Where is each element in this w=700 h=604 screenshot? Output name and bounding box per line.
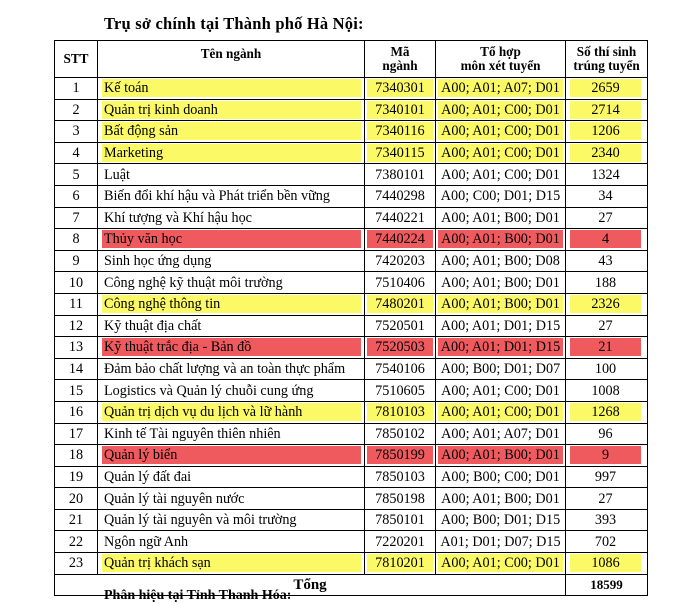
row-admitted-count (566, 164, 648, 186)
row-admitted-count (566, 272, 648, 294)
row-subject-combination (436, 488, 566, 510)
row-subject-combination (436, 531, 566, 553)
row-stt: 15 (55, 380, 98, 402)
row-major-code-text: 7520503 (367, 338, 433, 356)
row-major-code-text: 7510605 (375, 382, 425, 399)
table-row (55, 445, 648, 467)
row-admitted-count-text: 9 (570, 446, 641, 464)
row-subject-combination-text: A00; A01; C00; D01 (441, 382, 560, 399)
row-major-code-text: 7440298 (375, 188, 425, 205)
row-major-code (365, 185, 436, 207)
row-admitted-count-text: 34 (598, 188, 613, 205)
row-subject-combination-text: A01; D01; D07; D15 (440, 533, 561, 550)
row-subject-combination (436, 445, 566, 467)
row-major-code-text: 7850198 (375, 490, 425, 507)
table-row (55, 99, 648, 121)
table-row (55, 488, 648, 510)
row-major-name (98, 553, 365, 575)
row-stt: 22 (55, 531, 98, 553)
row-major-name (98, 466, 365, 488)
row-major-code (365, 78, 436, 100)
row-subject-combination-text: A00; A01; B00; D01 (438, 230, 563, 248)
row-admitted-count (566, 509, 648, 531)
row-major-code (365, 488, 436, 510)
row-major-code-text: 7340301 (367, 79, 433, 97)
row-admitted-count-text: 96 (598, 425, 613, 442)
row-major-name-text: Quản trị dịch vụ du lịch và lữ hành (102, 403, 361, 421)
row-major-code-text: 7850103 (375, 468, 425, 485)
table-row (55, 78, 648, 100)
table-row (55, 229, 648, 251)
row-major-name-text: Kỹ thuật địa chất (104, 317, 202, 334)
row-admitted-count-text: 2340 (570, 144, 641, 162)
row-subject-combination (436, 78, 566, 100)
row-major-name-text: Khí tượng và Khí hậu học (104, 209, 252, 226)
row-major-code-text: 7850102 (375, 425, 425, 442)
row-stt: 6 (55, 185, 98, 207)
row-stt: 14 (55, 358, 98, 380)
row-major-code (365, 337, 436, 359)
row-subject-combination-text: A00; A01; A07; D01 (441, 425, 560, 442)
row-major-name-text: Quản lý tài nguyên nước (104, 490, 245, 507)
row-major-name (98, 531, 365, 553)
row-subject-combination (436, 315, 566, 337)
row-admitted-count (566, 423, 648, 445)
row-stt: 4 (55, 142, 98, 164)
row-major-code (365, 121, 436, 143)
table-row (55, 185, 648, 207)
header-major-name: Tên ngành (98, 41, 365, 78)
row-subject-combination-text: A00; A01; B00; D01 (438, 295, 563, 313)
row-subject-combination (436, 272, 566, 294)
row-major-code (365, 207, 436, 229)
row-admitted-count (566, 401, 648, 423)
table-row (55, 207, 648, 229)
row-admitted-count (566, 229, 648, 251)
row-admitted-count (566, 250, 648, 272)
row-stt: 9 (55, 250, 98, 272)
row-major-code (365, 358, 436, 380)
row-subject-combination-text: A00; A01; B00; D01 (441, 209, 560, 226)
row-subject-combination (436, 293, 566, 315)
row-admitted-count-text: 997 (594, 468, 617, 485)
row-subject-combination (436, 250, 566, 272)
row-major-name (98, 78, 365, 100)
row-stt: 18 (55, 445, 98, 467)
total-value: 18599 (566, 574, 648, 596)
row-major-code (365, 380, 436, 402)
row-admitted-count-text: 1008 (591, 382, 620, 399)
row-major-name-text: Logistics và Quản lý chuỗi cung ứng (104, 382, 314, 399)
row-subject-combination (436, 401, 566, 423)
row-admitted-count (566, 315, 648, 337)
row-admitted-count-text: 2714 (570, 101, 641, 119)
row-stt: 1 (55, 78, 98, 100)
table-row (55, 509, 648, 531)
row-major-code-text: 7520501 (375, 317, 425, 334)
row-subject-combination-text: A00; A01; C00; D01 (438, 403, 563, 421)
row-admitted-count (566, 380, 648, 402)
row-major-name (98, 250, 365, 272)
row-admitted-count-text: 27 (598, 209, 613, 226)
table-row (55, 142, 648, 164)
row-major-name (98, 380, 365, 402)
table-row (55, 466, 648, 488)
row-admitted-count-text: 21 (570, 338, 641, 356)
row-subject-combination (436, 553, 566, 575)
row-major-name (98, 509, 365, 531)
row-admitted-count-text: 1206 (570, 122, 641, 140)
row-subject-combination-text: A00; A01; D01; D15 (440, 317, 561, 334)
row-major-name-text: Sinh học ứng dụng (104, 253, 212, 270)
row-stt: 8 (55, 229, 98, 251)
row-major-code (365, 445, 436, 467)
row-admitted-count-text: 1324 (591, 166, 620, 183)
row-admitted-count-text: 1268 (570, 403, 641, 421)
row-major-code-text: 7810103 (367, 403, 433, 421)
row-major-name-text: Quản trị kinh doanh (102, 101, 361, 119)
row-major-name-text: Ngôn ngữ Anh (104, 533, 189, 550)
table-row (55, 358, 648, 380)
row-major-name-text: Marketing (102, 144, 361, 162)
row-subject-combination-text: A00; A01; C00; D01 (438, 144, 563, 162)
row-subject-combination-text: A00; B00; D01; D15 (440, 512, 561, 529)
row-major-name (98, 207, 365, 229)
row-major-code (365, 272, 436, 294)
table-row (55, 164, 648, 186)
header-stt: STT (55, 41, 98, 78)
row-stt: 19 (55, 466, 98, 488)
row-stt: 21 (55, 509, 98, 531)
row-subject-combination (436, 229, 566, 251)
row-stt: 20 (55, 488, 98, 510)
row-major-name (98, 164, 365, 186)
row-stt: 7 (55, 207, 98, 229)
row-subject-combination (436, 466, 566, 488)
row-major-name-text: Quản lý đất đai (104, 468, 192, 485)
header-major-code: Mã ngành (365, 41, 436, 78)
total-label: Tổng (55, 574, 566, 596)
row-subject-combination-text: A00; B00; C00; D01 (441, 468, 560, 485)
row-major-code (365, 229, 436, 251)
row-subject-combination (436, 99, 566, 121)
admissions-table (54, 40, 648, 596)
row-major-name (98, 445, 365, 467)
section-heading-next: Phân hiệu tại Tỉnh Thanh Hóa: (104, 588, 292, 603)
table-row (55, 553, 648, 575)
row-admitted-count (566, 207, 648, 229)
row-subject-combination (436, 337, 566, 359)
row-subject-combination-text: A00; A01; A07; D01 (438, 79, 563, 97)
row-subject-combination (436, 509, 566, 531)
row-subject-combination (436, 121, 566, 143)
row-major-code-text: 7380101 (375, 166, 425, 183)
row-admitted-count-text: 188 (594, 274, 617, 291)
row-major-code-text: 7810201 (367, 554, 433, 572)
header-admitted-count: Số thí sinh trúng tuyển (566, 41, 648, 78)
row-subject-combination-text: A00; A01; C00; D01 (438, 554, 563, 572)
row-major-name-text: Thủy văn học (102, 230, 361, 248)
table-row (55, 401, 648, 423)
row-major-code (365, 509, 436, 531)
row-subject-combination (436, 185, 566, 207)
row-major-code (365, 401, 436, 423)
row-admitted-count-text: 393 (594, 512, 617, 529)
row-major-code-text: 7340101 (367, 101, 433, 119)
row-subject-combination-text: A00; A01; D01; D15 (438, 338, 563, 356)
row-major-code-text: 7850101 (375, 512, 425, 529)
row-major-code-text: 7850199 (367, 446, 433, 464)
row-stt: 10 (55, 272, 98, 294)
row-subject-combination-text: A00; A01; B00; D01 (438, 446, 563, 464)
row-subject-combination (436, 164, 566, 186)
row-admitted-count (566, 337, 648, 359)
table-row (55, 380, 648, 402)
row-admitted-count (566, 185, 648, 207)
row-admitted-count-text: 27 (598, 317, 613, 334)
row-admitted-count (566, 488, 648, 510)
row-major-name-text: Quản trị khách sạn (102, 554, 361, 572)
row-major-name (98, 337, 365, 359)
row-major-name-text: Kế toán (102, 79, 361, 97)
row-major-name (98, 272, 365, 294)
row-admitted-count-text: 2659 (570, 79, 641, 97)
table-row (55, 315, 648, 337)
row-major-code (365, 293, 436, 315)
row-major-code-text: 7440221 (375, 209, 425, 226)
page-title: Trụ sở chính tại Thành phố Hà Nội: (104, 14, 364, 33)
row-admitted-count (566, 121, 648, 143)
table-row (55, 272, 648, 294)
row-stt: 12 (55, 315, 98, 337)
row-admitted-count-text: 27 (598, 490, 613, 507)
row-admitted-count-text: 4 (570, 230, 641, 248)
table-body (55, 78, 648, 575)
row-subject-combination-text: A00; A01; C00; D01 (441, 166, 560, 183)
row-stt: 17 (55, 423, 98, 445)
header-subject-combination: Tổ hợp môn xét tuyển (436, 41, 566, 78)
row-stt: 2 (55, 99, 98, 121)
row-major-name (98, 423, 365, 445)
row-major-name (98, 488, 365, 510)
row-stt: 5 (55, 164, 98, 186)
row-major-name-text: Đảm bảo chất lượng và an toàn thực phẩm (104, 361, 346, 378)
row-admitted-count-text: 702 (594, 533, 617, 550)
row-major-name (98, 121, 365, 143)
row-major-code (365, 99, 436, 121)
row-major-name-text: Kỹ thuật trắc địa - Bản đồ (102, 338, 361, 356)
row-major-code (365, 466, 436, 488)
row-subject-combination-text: A00; B00; D01; D07 (440, 361, 561, 378)
table-row (55, 423, 648, 445)
row-major-name (98, 315, 365, 337)
row-subject-combination-text: A00; A01; B00; D08 (441, 253, 560, 270)
row-admitted-count (566, 293, 648, 315)
row-major-name (98, 293, 365, 315)
row-major-code-text: 7480201 (367, 295, 433, 313)
table-row (55, 531, 648, 553)
table-row (55, 337, 648, 359)
row-subject-combination-text: A00; A01; C00; D01 (438, 101, 563, 119)
row-major-code-text: 7510406 (375, 274, 425, 291)
row-subject-combination (436, 423, 566, 445)
row-major-name-text: Kinh tế Tài nguyên thiên nhiên (104, 425, 281, 442)
row-admitted-count (566, 99, 648, 121)
row-subject-combination-text: A00; C00; D01; D15 (440, 188, 561, 205)
row-major-name-text: Công nghệ kỹ thuật môi trường (104, 274, 283, 291)
row-major-name-text: Bất động sản (102, 122, 361, 140)
row-major-code-text: 7340115 (367, 144, 433, 162)
row-stt: 11 (55, 293, 98, 315)
row-major-code-text: 7220201 (375, 533, 425, 550)
row-major-name (98, 142, 365, 164)
row-major-name-text: Công nghệ thông tin (102, 295, 361, 313)
table-header-row (55, 41, 648, 78)
row-admitted-count (566, 553, 648, 575)
row-stt: 23 (55, 553, 98, 575)
row-admitted-count-text: 2326 (570, 295, 641, 313)
row-subject-combination (436, 358, 566, 380)
row-subject-combination-text: A00; A01; C00; D01 (438, 122, 563, 140)
row-major-name (98, 229, 365, 251)
row-major-code (365, 315, 436, 337)
row-major-code-text: 7340116 (367, 122, 433, 140)
table-row (55, 121, 648, 143)
row-subject-combination-text: A00; A01; B00; D01 (441, 274, 560, 291)
row-stt: 13 (55, 337, 98, 359)
row-major-code (365, 423, 436, 445)
row-major-name-text: Biến đổi khí hậu và Phát triển bền vững (104, 188, 330, 205)
row-admitted-count (566, 466, 648, 488)
row-admitted-count-text: 100 (594, 361, 617, 378)
row-admitted-count (566, 531, 648, 553)
row-stt: 16 (55, 401, 98, 423)
row-admitted-count (566, 78, 648, 100)
row-subject-combination-text: A00; A01; B00; D01 (441, 490, 560, 507)
row-major-code (365, 531, 436, 553)
row-major-code (365, 164, 436, 186)
table-row (55, 250, 648, 272)
row-admitted-count (566, 142, 648, 164)
row-major-name (98, 401, 365, 423)
row-stt: 3 (55, 121, 98, 143)
row-major-name-text: Quản lý biển (102, 446, 361, 464)
row-major-code-text: 7420203 (375, 253, 425, 270)
row-admitted-count (566, 445, 648, 467)
row-major-code-text: 7440224 (367, 230, 433, 248)
table-row (55, 293, 648, 315)
row-major-code-text: 7540106 (375, 361, 425, 378)
row-subject-combination (436, 142, 566, 164)
row-admitted-count (566, 358, 648, 380)
row-major-name (98, 99, 365, 121)
row-major-code (365, 250, 436, 272)
row-admitted-count-text: 43 (598, 253, 613, 270)
row-subject-combination (436, 380, 566, 402)
row-major-code (365, 553, 436, 575)
row-admitted-count-text: 1086 (570, 554, 641, 572)
row-major-name-text: Luật (104, 166, 130, 183)
row-major-name-text: Quản lý tài nguyên và môi trường (104, 512, 297, 529)
row-major-name (98, 358, 365, 380)
row-major-name (98, 185, 365, 207)
row-major-code (365, 142, 436, 164)
row-subject-combination (436, 207, 566, 229)
